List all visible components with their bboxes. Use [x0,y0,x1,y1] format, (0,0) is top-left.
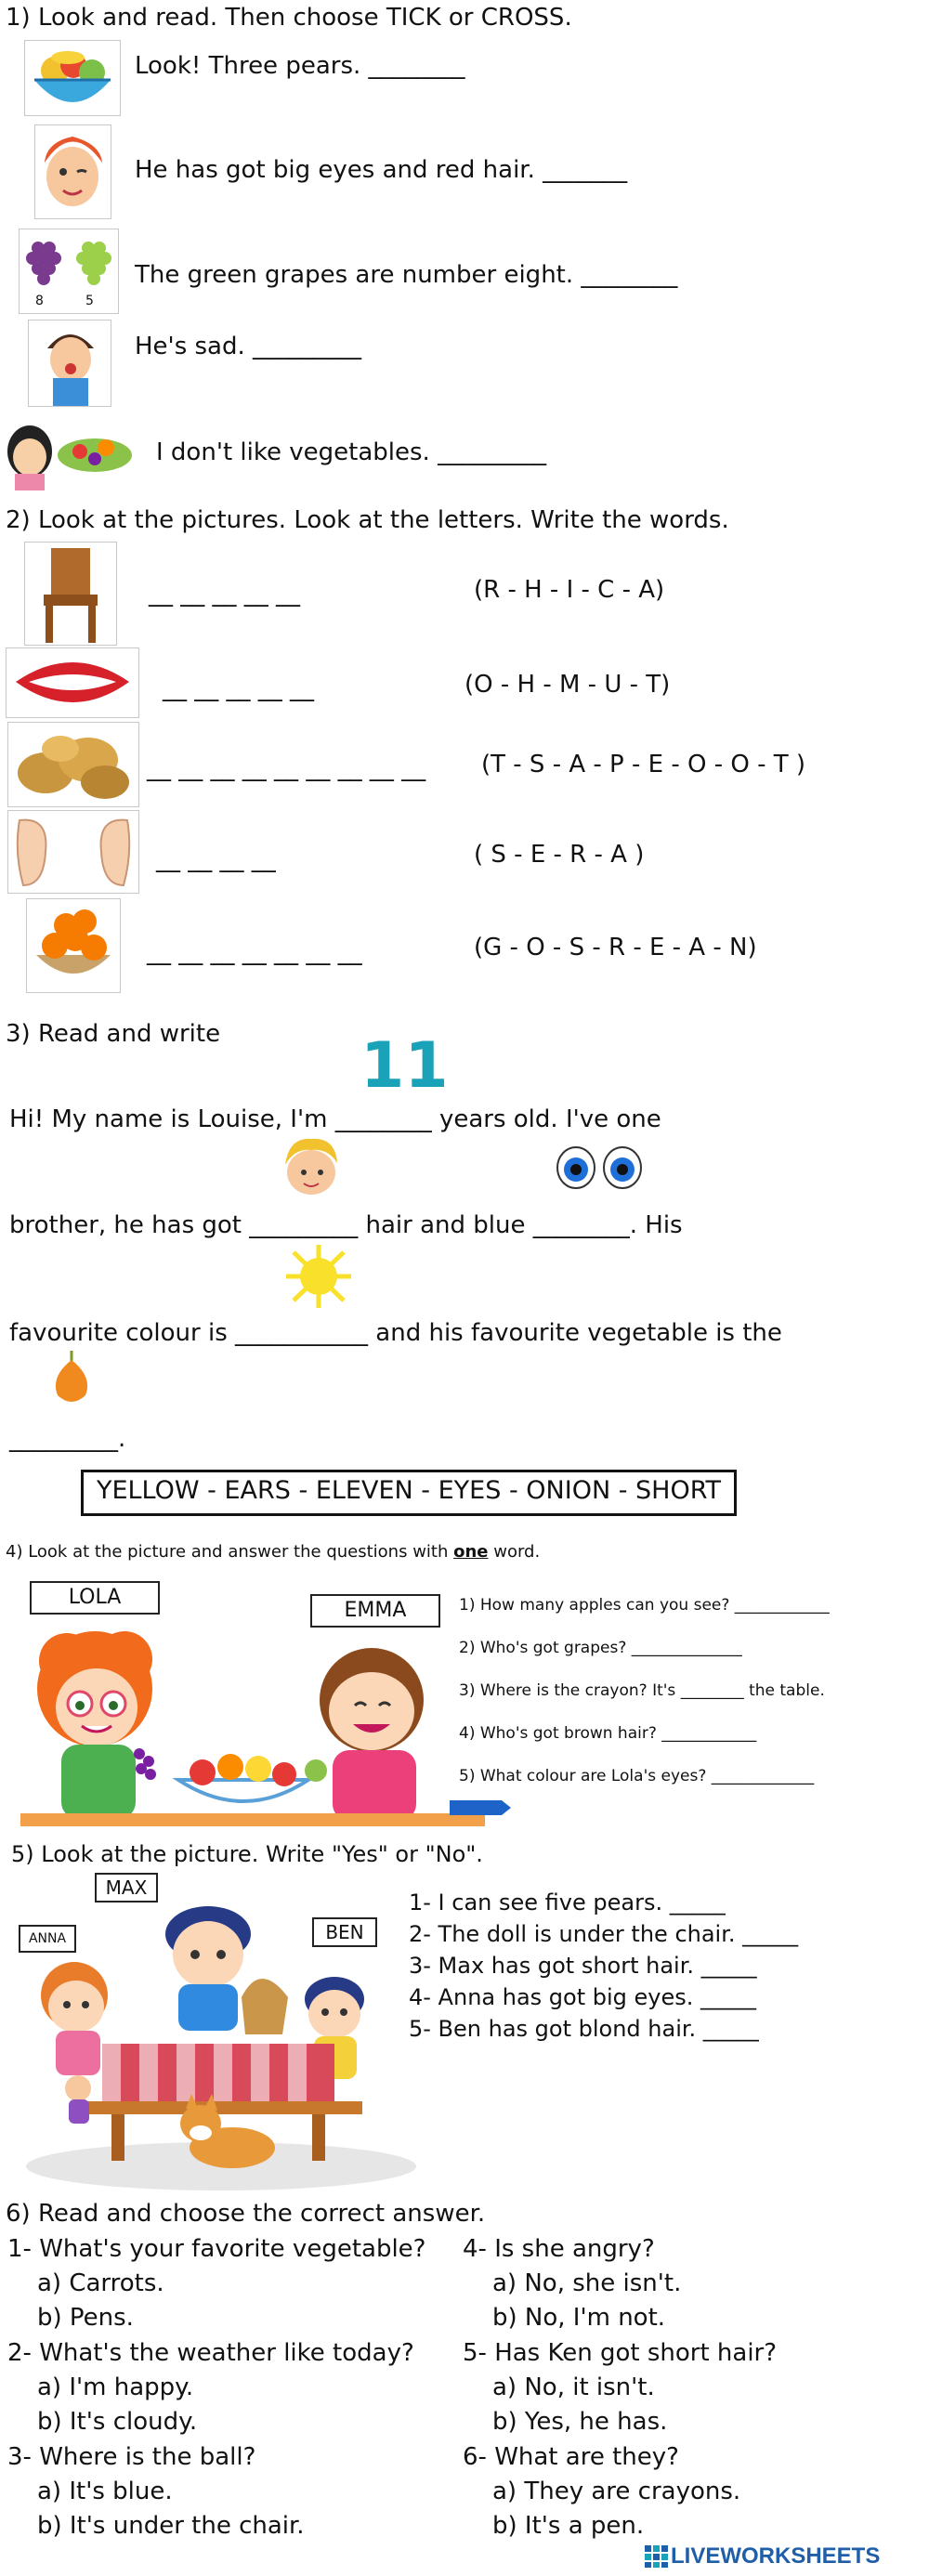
s6-q5-a: a) No, it isn't. [492,2373,655,2401]
s6-q2: 2- What's the weather like today? [7,2339,414,2367]
grape-number-left: 8 [35,294,44,308]
s2-blanks-5: __ __ __ __ __ __ __ [147,938,362,966]
chair-image [24,542,117,646]
picnic-scene-image [19,1876,422,2192]
mouth-image [6,647,139,718]
oranges-image [26,898,121,993]
max-boy-icon [165,1906,251,2031]
lola-emma-table-image [20,1615,511,1832]
s1-item-1: Look! Three pears. ________ [135,52,465,80]
s4-heading-bold: one [453,1542,489,1562]
girl-vegetables-image [6,411,137,490]
doll-icon [65,2075,91,2124]
s4-question-3: 3) Where is the crayon? It's ________ the table. [459,1681,825,1700]
blond-hair-boy-icon [274,1133,347,1198]
grapes-icon [20,229,118,313]
word-bank: YELLOW - EARS - ELEVEN - EYES - ONION - SHORT [81,1470,737,1516]
grapes-image [19,229,119,314]
s6-q4-b: b) No, I'm not. [492,2304,666,2332]
fruit-bowl-icon [25,41,120,115]
label-ben: BEN [312,1917,377,1947]
s6-q5-b: b) Yes, he has. [492,2408,668,2436]
section3-heading: 3) Read and write [6,1020,221,1048]
liveworksheets-logo [645,2542,923,2571]
emma-girl-icon [320,1648,424,1821]
section6-heading: 6) Read and choose the correct answer. [6,2200,486,2228]
fruit-bowl-image [24,40,121,116]
chair-icon [25,543,116,645]
potatoes-image [7,722,139,807]
s5-item-3: 3- Max has got short hair. _____ [409,1953,757,1979]
label-anna: ANNA [19,1925,76,1953]
section4-heading [6,1542,540,1562]
s6-q6: 6- What are they? [463,2443,679,2471]
crayon-icon [450,1800,511,1815]
s2-blanks-4: __ __ __ __ [156,845,276,873]
red-hair-boy-image [34,124,111,219]
oranges-icon [27,899,120,992]
s1-item-3: The green grapes are number eight. ________ [135,261,678,289]
s3-line-3: favourite colour is ___________ and his favourite vegetable is the [9,1319,782,1347]
section1-heading: 1) Look and read. Then choose TICK or CROSS. [6,4,572,32]
s2-blanks-3: __ __ __ __ __ __ __ __ __ [147,754,426,782]
ears-icon [8,811,138,893]
potatoes-icon [8,723,138,806]
s4-heading-pre: 4) Look at the picture and answer the questions with [6,1542,454,1562]
lola-girl-icon [37,1631,152,1819]
yellow-sun-icon [282,1243,355,1310]
s6-q6-b: b) It's a pen. [492,2512,645,2540]
label-emma: EMMA [310,1594,440,1628]
s6-q1: 1- What's your favorite vegetable? [7,2235,426,2263]
s6-q2-b: b) It's cloudy. [37,2408,198,2436]
s1-item-5: I don't like vegetables. _________ [156,438,547,466]
s1-item-2: He has got big eyes and red hair. _______ [135,156,628,184]
s5-item-1: 1- I can see five pears. _____ [409,1890,726,1916]
s2-letters-5: (G - O - S - R - E - A - N) [474,934,757,961]
s4-question-5: 5) What colour are Lola's eyes? _____________ [459,1767,815,1785]
logo-grid-icon [645,2545,669,2568]
s2-letters-3: (T - S - A - P - E - O - O - T ) [481,751,806,778]
s2-blanks-2: __ __ __ __ __ [163,674,315,702]
s4-question-1: 1) How many apples can you see? ____________ [459,1596,830,1615]
s6-q6-a: a) They are crayons. [492,2478,741,2505]
s5-item-5: 5- Ben has got blond hair. _____ [409,2016,759,2042]
sad-boy-image [28,320,111,407]
s5-item-4: 4- Anna has got big eyes. _____ [409,1984,757,2010]
ears-image [7,810,139,894]
s3-line-1: Hi! My name is Louise, I'm ________ years old. I've one [9,1105,661,1133]
fruit-bowl-table-icon [134,1748,327,1801]
label-max: MAX [95,1873,158,1903]
section2-heading: 2) Look at the pictures. Look at the letters. Write the words. [6,506,729,534]
s6-q5: 5- Has Ken got short hair? [463,2339,778,2367]
s6-q2-a: a) I'm happy. [37,2373,194,2401]
s1-item-4: He's sad. _________ [135,333,362,360]
onion-icon [48,1349,95,1406]
logo-text: LIVEWORKSHEETS [671,2543,881,2569]
s6-q3-b: b) It's under the chair. [37,2512,305,2540]
anna-girl-icon [41,1962,108,2075]
sneezing-boy-icon [29,320,111,406]
s6-q4-a: a) No, she isn't. [492,2269,682,2297]
mouth-icon [7,648,138,717]
s2-letters-2: (O - H - M - U - T) [464,671,671,699]
eleven-number-picture: 11 [360,1029,449,1103]
s2-blanks-1: __ __ __ __ __ [149,580,301,608]
s4-heading-post: word. [488,1542,541,1562]
section5-heading: 5) Look at the picture. Write "Yes" or "No". [11,1841,483,1867]
s4-question-4: 4) Who's got brown hair? ____________ [459,1724,757,1743]
s6-q3-a: a) It's blue. [37,2478,173,2505]
s5-item-2: 2- The doll is under the chair. _____ [409,1921,799,1947]
blue-eyes-icon [548,1138,650,1194]
s4-question-2: 2) Who's got grapes? ______________ [459,1639,742,1657]
s6-q1-a: a) Carrots. [37,2269,164,2297]
s3-line-2: brother, he has got _________ hair and blue ________. His [9,1211,683,1239]
s2-letters-1: (R - H - I - C - A) [474,576,665,604]
girl-vegetables-icon [6,411,137,490]
s6-q1-b: b) Pens. [37,2304,134,2332]
boy-face-icon [35,125,111,218]
grape-number-right: 5 [85,294,94,308]
s6-q3: 3- Where is the ball? [7,2443,256,2471]
s6-q4: 4- Is she angry? [463,2235,655,2263]
label-lola: LOLA [30,1581,160,1615]
s2-letters-4: ( S - E - R - A ) [474,841,645,869]
s3-line-4: _________. [9,1425,126,1453]
